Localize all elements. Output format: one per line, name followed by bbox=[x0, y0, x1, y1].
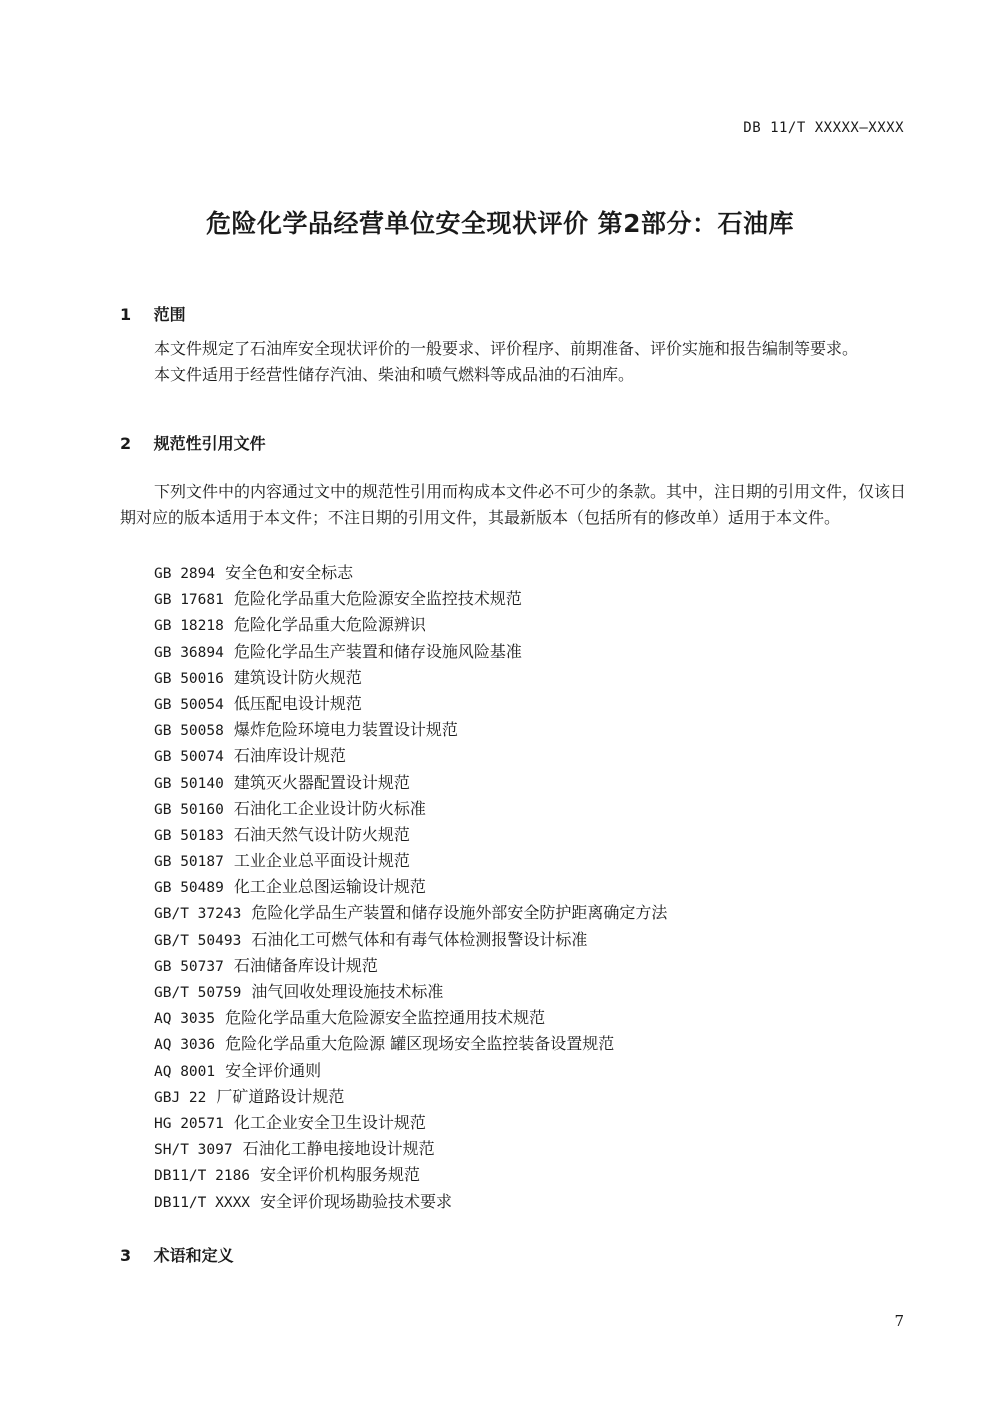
reference-item: DB11/T XXXX 安全评价现场勘验技术要求 bbox=[154, 1191, 453, 1211]
reference-item: HG 20571 化工企业安全卫生设计规范 bbox=[154, 1112, 426, 1132]
references-intro-paragraph: 下列文件中的内容通过文中的规范性引用而构成本文件必不可少的条款。其中，注日期的引用文件，仅该日期对应的版本适用于本文件；不注日期的引用文件，其最新版本（包括所有的修改单）适用于本文件。 bbox=[120, 482, 907, 527]
page-number: 7 bbox=[894, 1312, 904, 1330]
reference-item: GB 17681 危险化学品重大危险源安全监控技术规范 bbox=[154, 589, 522, 609]
reference-item: GB 36894 危险化学品生产装置和储存设施风险基准 bbox=[154, 641, 522, 661]
section-heading-scope bbox=[120, 302, 186, 325]
section-title: 范围 bbox=[153, 305, 186, 324]
reference-item: GB 50183 石油天然气设计防火规范 bbox=[154, 824, 410, 844]
reference-item: GB 50074 石油库设计规范 bbox=[154, 746, 346, 766]
reference-item: GB 50489 化工企业总图运输设计规范 bbox=[154, 877, 426, 897]
reference-item: AQ 8001 安全评价通则 bbox=[154, 1060, 322, 1080]
document-code: DB 11/T XXXXX—XXXX bbox=[743, 120, 904, 136]
reference-item: GB/T 37243 危险化学品生产装置和储存设施外部安全防护距离确定方法 bbox=[154, 903, 668, 923]
reference-item: GB 50140 建筑灭火器配置设计规范 bbox=[154, 772, 410, 792]
document-title: 危险化学品经营单位安全现状评价 第2部分：石油库 bbox=[205, 209, 795, 238]
scope-paragraph-2: 本文件适用于经营性储存汽油、柴油和喷气燃料等成品油的石油库。 bbox=[154, 365, 635, 384]
reference-item: GB 50737 石油储备库设计规范 bbox=[154, 955, 378, 975]
section-title: 规范性引用文件 bbox=[153, 434, 266, 453]
reference-item: GBJ 22 厂矿道路设计规范 bbox=[154, 1086, 345, 1106]
reference-list bbox=[154, 560, 667, 1215]
section-heading-normative-references bbox=[120, 431, 266, 454]
reference-item: GB 50058 爆炸危险环境电力装置设计规范 bbox=[154, 720, 458, 740]
section-number: 2 bbox=[120, 434, 132, 453]
reference-item: GB 50016 建筑设计防火规范 bbox=[154, 667, 362, 687]
reference-item: GB/T 50759 油气回收处理设施技术标准 bbox=[154, 982, 444, 1001]
reference-item: AQ 3036 危险化学品重大危险源 罐区现场安全监控装备设置规范 bbox=[154, 1034, 615, 1054]
section-number: 1 bbox=[120, 305, 132, 324]
reference-item: SH/T 3097 石油化工静电接地设计规范 bbox=[154, 1139, 435, 1159]
reference-item: DB11/T 2186 安全评价机构服务规范 bbox=[154, 1165, 421, 1185]
reference-item: GB 50160 石油化工企业设计防火标准 bbox=[154, 798, 426, 818]
reference-item: GB 50054 低压配电设计规范 bbox=[154, 693, 362, 713]
section-heading-terms-definitions bbox=[120, 1243, 234, 1266]
section-title: 术语和定义 bbox=[153, 1246, 234, 1265]
reference-item: GB 18218 危险化学品重大危险源辨识 bbox=[154, 615, 426, 635]
reference-item: AQ 3035 危险化学品重大危险源安全监控通用技术规范 bbox=[154, 1008, 546, 1028]
reference-item: GB 2894 安全色和安全标志 bbox=[154, 563, 354, 582]
scope-paragraph-1: 本文件规定了石油库安全现状评价的一般要求、评价程序、前期准备、评价实施和报告编制等要求。 bbox=[154, 339, 859, 358]
reference-item: GB/T 50493 石油化工可燃气体和有毒气体检测报警设计标准 bbox=[154, 929, 588, 949]
section-number: 3 bbox=[120, 1246, 132, 1265]
reference-item: GB 50187 工业企业总平面设计规范 bbox=[154, 851, 410, 871]
